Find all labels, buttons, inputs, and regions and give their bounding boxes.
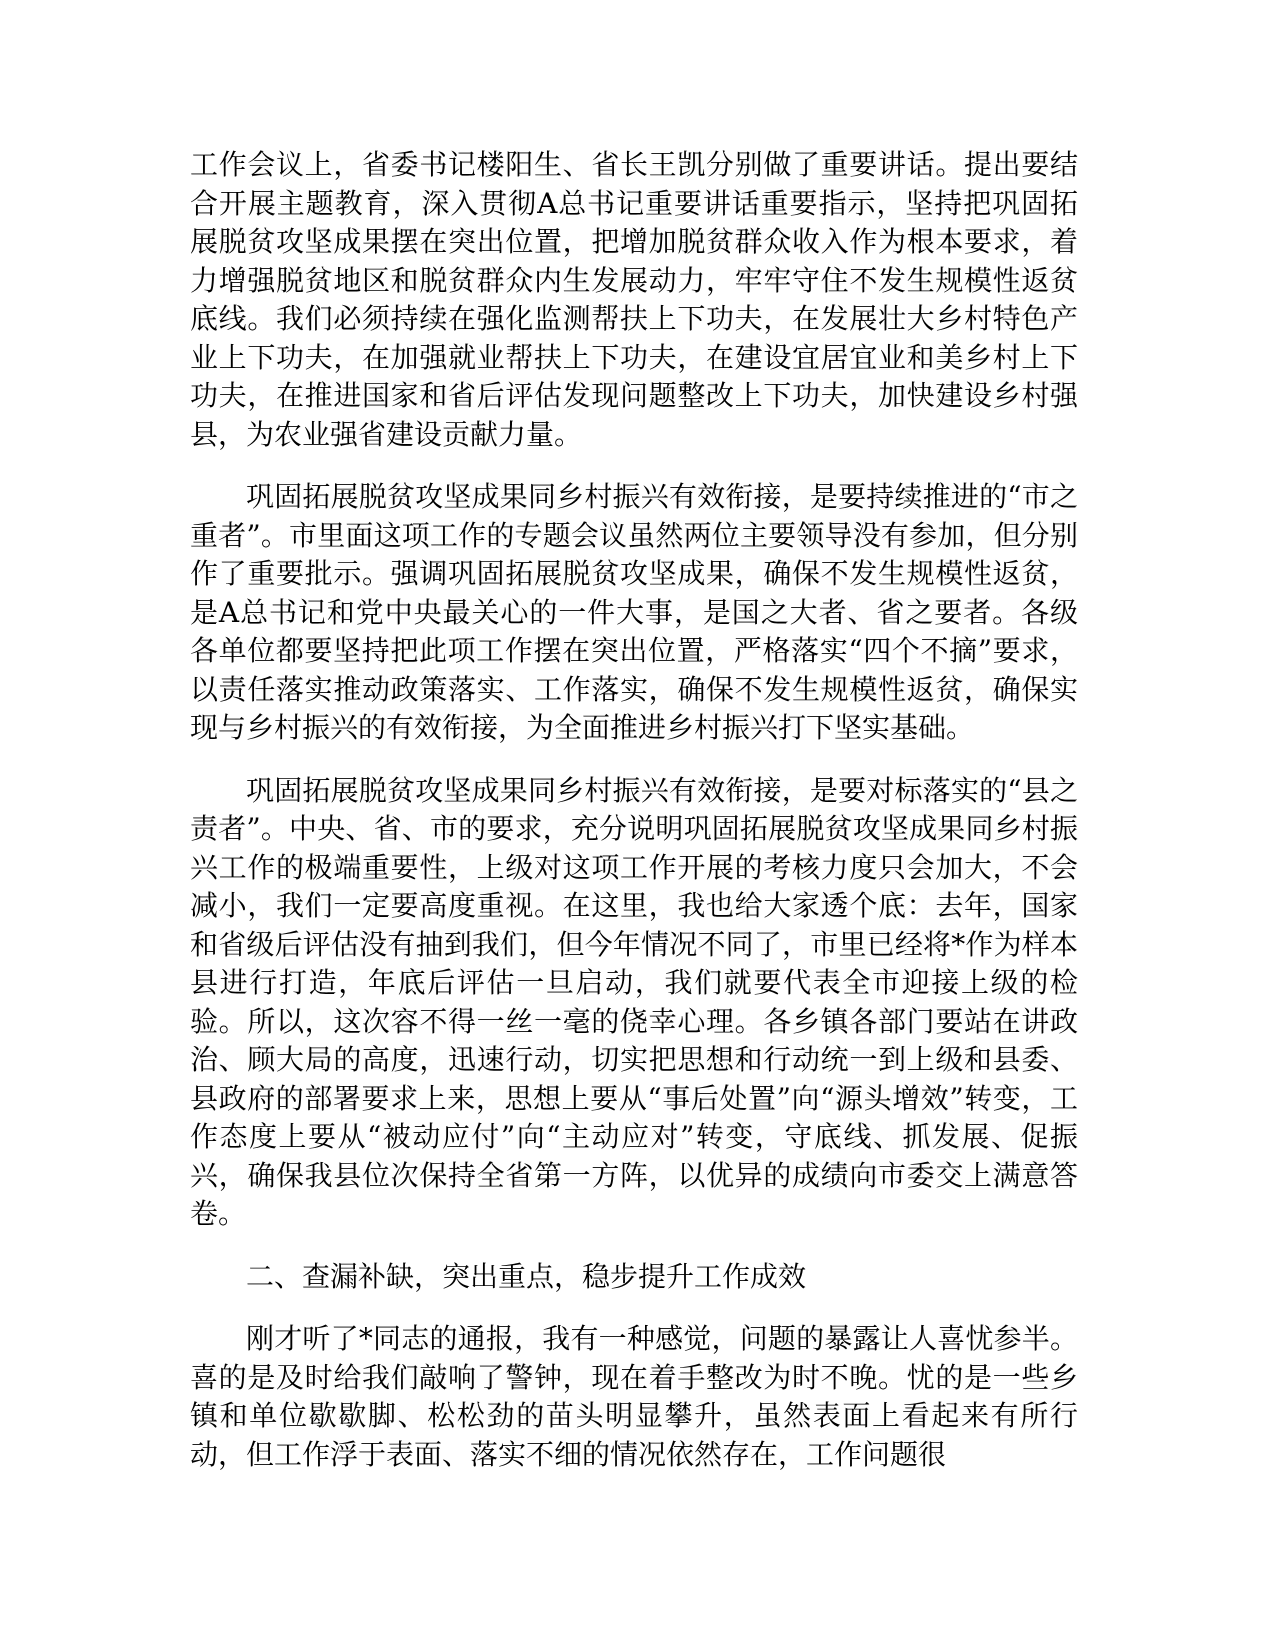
- paragraph-city-priority: 巩固拓展脱贫攻坚成果同乡村振兴有效衔接，是要持续推进的“市之重者”。市里面这项工作的专题会议虽然两位主要领导没有参加，但分别作了重要批示。强调巩固拓展脱贫攻坚成果，确保不发生规模性返贫，是A总书记和党中央最关心的一件大事，是国之大者、省之要者。各级各单位都要坚持把此项工作摆在突出位置，严格落实“四个不摘”要求，以责任落实推动政策落实、工作落实，确保不发生规模性返贫，确保实现与乡村振兴的有效衔接，为全面推进乡村振兴打下坚实基础。: [190, 480, 1078, 744]
- paragraph-county-responsibility: 巩固拓展脱贫攻坚成果同乡村振兴有效衔接，是要对标落实的“县之责者”。中央、省、市的要求，充分说明巩固拓展脱贫攻坚成果同乡村振兴工作的极端重要性，上级对这项工作开展的考核力度只会加大，不会减小，我们一定要高度重视。在这里，我也给大家透个底：去年，国家和省级后评估没有抽到我们，但今年情况不同了，市里已经将*作为样本县进行打造，年底后评估一旦启动，我们就要代表全市迎接上级的检验。所以，这次容不得一丝一毫的侥幸心理。各乡镇各部门要站在讲政治、顾大局的高度，迅速行动，切实把思想和行动统一到上级和县委、县政府的部署要求上来，思想上要从“事后处置”向“源头增效”转变，工作态度上要从“被动应付”向“主动应对”转变，守底线、抓发展、促振兴，确保我县位次保持全省第一方阵，以优异的成绩向市委交上满意答卷。: [190, 773, 1078, 1230]
- section-heading: 二、查漏补缺，突出重点，稳步提升工作成效: [246, 1259, 807, 1293]
- paragraph-report-feedback: 刚才听了*同志的通报，我有一种感觉，问题的暴露让人喜忧参半。喜的是及时给我们敲响了警钟，现在着手整改为时不晚。忧的是一些乡镇和单位歇歇脚、松松劲的苗头明显攀升，虽然表面上看起来有所行动，但工作浮于表面、落实不细的情况依然存在，工作问题很: [190, 1322, 1078, 1471]
- document-body: [190, 146, 1078, 1498]
- paragraph-continued: 工作会议上，省委书记楼阳生、省长王凯分别做了重要讲话。提出要结合开展主题教育，深入贯彻A总书记重要讲话重要指示，坚持把巩固拓展脱贫攻坚成果摆在突出位置，把增加脱贫群众收入作为根本要求，着力增强脱贫地区和脱贫群众内生发展动力，牢牢守住不发生规模性返贫底线。我们必须持续在强化监测帮扶上下功夫，在发展壮大乡村特色产业上下功夫，在加强就业帮扶上下功夫，在建设宜居宜业和美乡村上下功夫，在推进国家和省后评估发现问题整改上下功夫，加快建设乡村强县，为农业强省建设贡献力量。: [190, 148, 1078, 451]
